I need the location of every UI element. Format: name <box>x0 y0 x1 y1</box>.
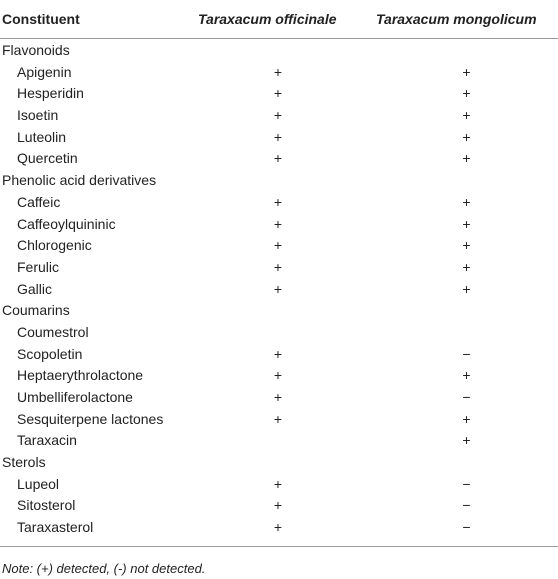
officinale-detection: + <box>273 258 283 275</box>
constituent-name: Taraxacin <box>17 432 77 449</box>
table-row <box>0 517 558 539</box>
table-header <box>0 0 558 38</box>
table-note: Note: (+) detected, (-) not detected. <box>2 561 206 576</box>
constituent-name: Apigenin <box>17 63 72 80</box>
mongolicum-detection: − <box>462 519 471 536</box>
group-label: Coumarins <box>2 302 70 319</box>
header-constituent: Constituent <box>2 11 80 27</box>
mongolicum-detection: + <box>462 237 471 254</box>
officinale-detection: + <box>273 107 283 124</box>
table-row <box>0 322 558 344</box>
constituent-name: Luteolin <box>17 128 67 145</box>
bottom-rule <box>0 546 558 547</box>
constituent-name: Ferulic <box>17 258 60 275</box>
group-row <box>0 170 558 192</box>
mongolicum-detection: + <box>462 107 471 124</box>
mongolicum-detection: − <box>462 389 471 405</box>
table-row <box>0 83 558 105</box>
mongolicum-detection: + <box>462 432 471 449</box>
constituent-name: Isoetin <box>17 107 59 124</box>
group-row <box>0 40 558 62</box>
mongolicum-detection: − <box>462 497 471 514</box>
officinale-detection: + <box>273 389 283 405</box>
constituent-name: Heptaerythrolactone <box>17 367 144 384</box>
table-row <box>0 214 558 236</box>
constituent-name: Quercetin <box>17 150 78 167</box>
constituent-name: Hesperidin <box>17 85 84 102</box>
table-row <box>0 235 558 257</box>
header-taraxacum-mongolicum: Taraxacum mongolicum <box>376 11 537 27</box>
table-row <box>0 148 558 170</box>
officinale-detection: + <box>273 85 283 102</box>
constituent-name: Taraxasterol <box>17 519 94 536</box>
officinale-detection: + <box>273 193 283 210</box>
table-row <box>0 409 558 431</box>
mongolicum-detection: + <box>462 280 471 297</box>
mongolicum-detection: − <box>462 345 471 362</box>
constituent-name: Umbelliferolactone <box>17 389 133 405</box>
table-body <box>0 39 558 546</box>
mongolicum-detection: − <box>462 475 471 492</box>
constituent-name: Sesquiterpene lactones <box>17 410 164 427</box>
officinale-detection: + <box>273 237 283 254</box>
constituent-name: Coumestrol <box>17 323 89 340</box>
mongolicum-detection: + <box>462 215 471 232</box>
table-row <box>0 430 558 452</box>
officinale-detection: + <box>273 475 283 492</box>
table-row <box>0 365 558 387</box>
group-row <box>0 452 558 474</box>
officinale-detection: + <box>273 280 283 297</box>
constituent-name: Chlorogenic <box>17 237 92 254</box>
table-row <box>0 387 558 409</box>
table-row <box>0 192 558 214</box>
mongolicum-detection: + <box>462 258 471 275</box>
officinale-detection: + <box>273 128 283 145</box>
group-label: Phenolic acid derivatives <box>2 172 157 189</box>
table-row <box>0 257 558 279</box>
mongolicum-detection: + <box>462 63 471 80</box>
table-row <box>0 279 558 301</box>
table-row <box>0 495 558 517</box>
group-row <box>0 300 558 322</box>
table-row <box>0 474 558 496</box>
mongolicum-detection: + <box>462 367 471 384</box>
officinale-detection: + <box>273 519 283 536</box>
mongolicum-detection: + <box>462 193 471 210</box>
officinale-detection: + <box>273 215 283 232</box>
table-row <box>0 344 558 366</box>
group-label: Sterols <box>2 454 46 471</box>
table-row <box>0 127 558 149</box>
mongolicum-detection: + <box>462 150 471 167</box>
group-label: Flavonoids <box>2 42 70 58</box>
constituent-name: Gallic <box>17 280 53 297</box>
table-row <box>0 62 558 84</box>
constituent-name: Caffeic <box>17 193 61 210</box>
mongolicum-detection: + <box>462 128 471 145</box>
officinale-detection: + <box>273 410 283 427</box>
mongolicum-detection: + <box>462 410 471 427</box>
officinale-detection: + <box>273 367 283 384</box>
officinale-detection: + <box>273 497 283 514</box>
officinale-detection: + <box>273 150 283 167</box>
header-taraxacum-officinale: Taraxacum officinale <box>198 11 337 27</box>
constituent-name: Caffeoylquininic <box>17 215 116 232</box>
officinale-detection: + <box>273 63 283 80</box>
officinale-detection: + <box>273 345 283 362</box>
table-row <box>0 105 558 127</box>
constituent-name: Lupeol <box>17 475 60 492</box>
constituent-name: Sitosterol <box>17 497 76 514</box>
constituent-name: Scopoletin <box>17 345 83 362</box>
mongolicum-detection: + <box>462 85 471 102</box>
